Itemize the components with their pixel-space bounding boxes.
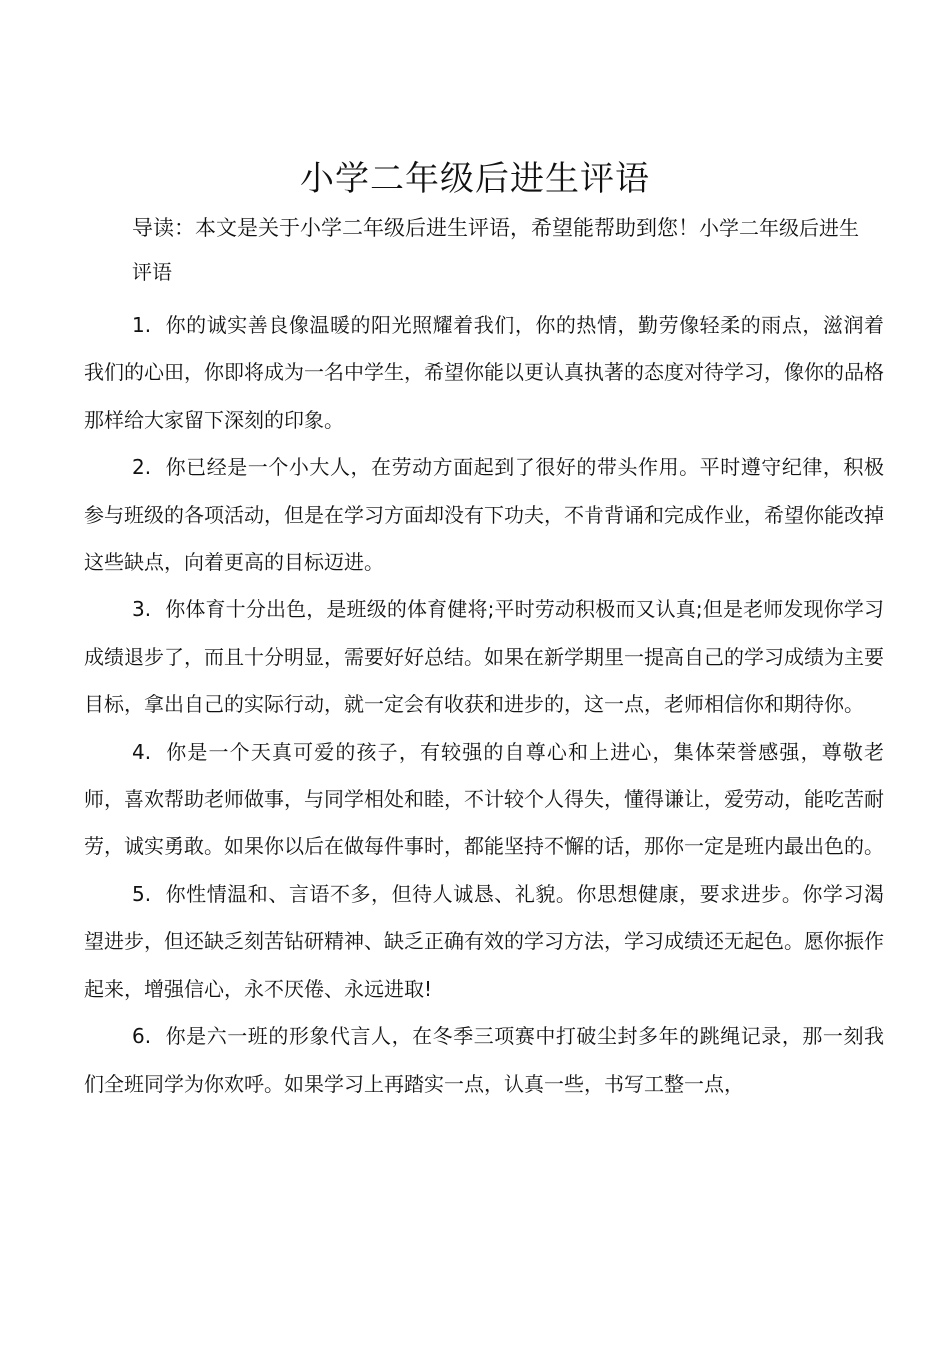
paragraph-number: 3. (132, 597, 152, 622)
paragraph-number: 4. (132, 739, 152, 764)
comment-paragraph-4 (84, 729, 884, 871)
intro-subtitle: 小学二年级后进生评语 (132, 216, 859, 284)
paragraph-text: 你性情温和、言语不多，但待人诚恳、礼貌。你思想健康，要求进步。你学习渴望进步，但还缺乏刻苦钻研精神、缺乏正确有效的学习方法，学习成绩还无起色。愿你振作起来，增强信心，永不厌倦、永远进取! (84, 881, 884, 1001)
paragraph-text: 你的诚实善良像温暖的阳光照耀着我们，你的热情，勤劳像轻柔的雨点，滋润着我们的心田，你即将成为一名中学生，希望你能以更认真执著的态度对待学习，像你的品格那样给大家留下深刻的印象。 (84, 313, 884, 432)
paragraph-number: 1. (132, 313, 152, 337)
comment-paragraph-6 (84, 1013, 884, 1108)
paragraph-text: 你是六一班的形象代言人，在冬季三项赛中打破尘封多年的跳绳记录，那一刻我们全班同学为你欢呼。如果学习上再踏实一点，认真一些，书写工整一点， (84, 1024, 884, 1096)
paragraph-number: 5. (132, 881, 152, 906)
intro-paragraph (132, 206, 872, 294)
comment-paragraph-5 (84, 871, 884, 1013)
paragraph-number: 6. (132, 1024, 152, 1049)
paragraph-text: 你体育十分出色，是班级的体育健将;平时劳动积极而又认真;但是老师发现你学习成绩退步了，而且十分明显，需要好好总结。如果在新学期里一提高自己的学习成绩为主要目标，拿出自己的实际行动，就一定会有收获和进步的，这一点，老师相信你和期待你。 (84, 597, 884, 717)
document-body (84, 302, 884, 1108)
comment-paragraph-1 (84, 302, 884, 444)
comment-paragraph-2 (84, 444, 884, 586)
paragraph-text: 你是一个天真可爱的孩子，有较强的自尊心和上进心，集体荣誉感强，尊敬老师，喜欢帮助老师做事，与同学相处和睦，不计较个人得失，懂得谦让，爱劳动，能吃苦耐劳，诚实勇敢。如果你以后在做每件事时，都能坚持不懈的话，那你一定是班内最出色的。 (84, 739, 884, 859)
intro-lead: 导读：本文是关于小学二年级后进生评语，希望能帮助到您！ (132, 216, 699, 240)
comment-paragraph-3 (84, 586, 884, 728)
paragraph-number: 2. (132, 455, 152, 480)
page-title: 小学二年级后进生评语 (300, 158, 650, 199)
paragraph-text: 你已经是一个小大人，在劳动方面起到了很好的带头作用。平时遵守纪律，积极参与班级的各项活动，但是在学习方面却没有下功夫，不肯背诵和完成作业，希望你能改掉这些缺点，向着更高的目标迈进。 (84, 455, 884, 575)
